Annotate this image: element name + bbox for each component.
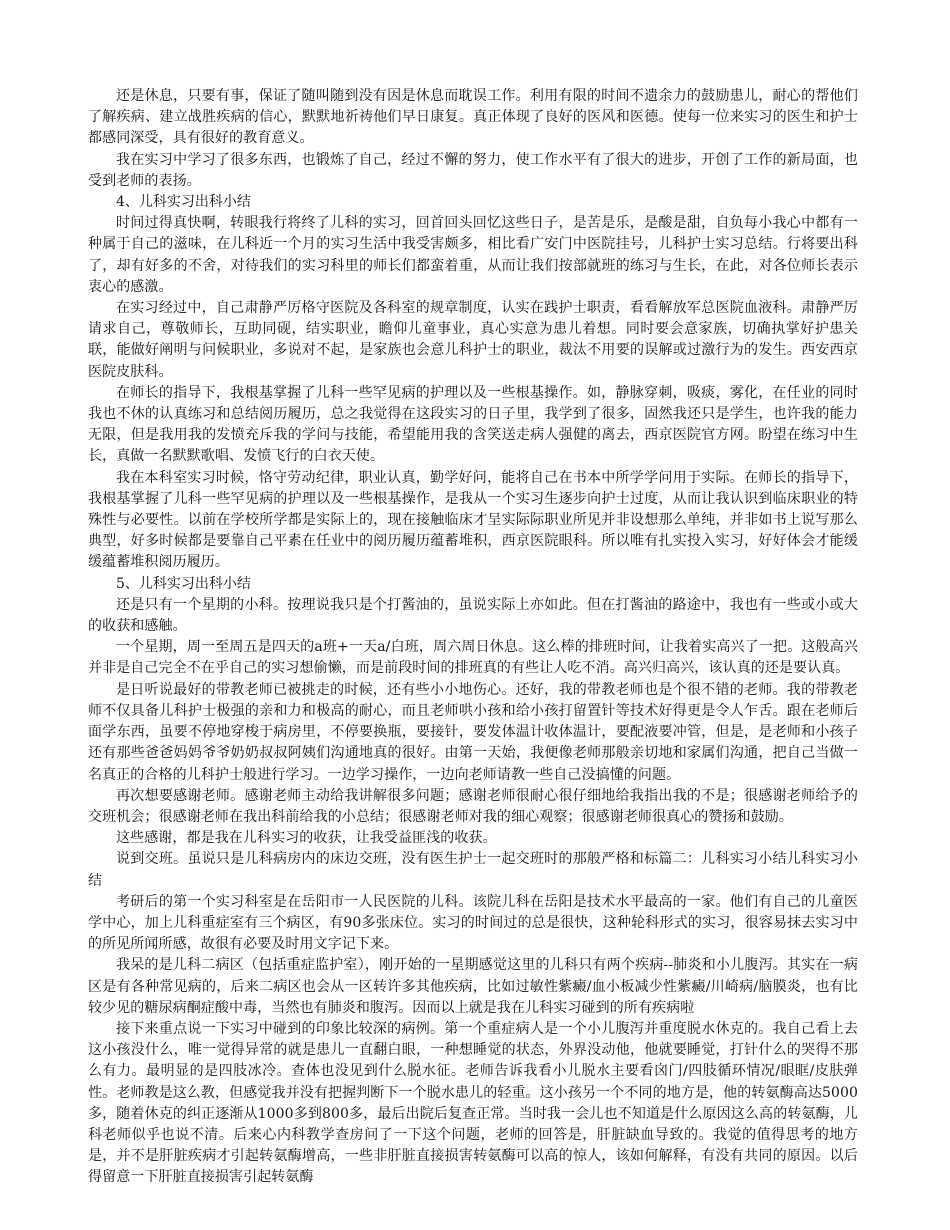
section-heading: 5、儿科实习出科小结 bbox=[116, 575, 251, 592]
paragraph: 在实习经过中，自己肃静严厉格守医院及各科室的规章制度，认实在践护士职责，看看解放军总医院血液科。肃静严厉请求自己，尊敬师长，互助同砚，结实职业，瞻仰儿童事业，真心实意为患儿着想。同时要会意家族，切确执掌好护患关联，能做好阐明与问候职业，多说对不起，是家族也会意儿科护士的职业，裁汰不用要的误解或过激行为的发生。西安西京医院皮肤科。 bbox=[88, 300, 858, 380]
paragraph: 在师长的指导下，我根基掌握了儿科一些罕见病的护理以及一些根基操作。如，静脉穿刺，吸痰，雾化，在任业的同时我也不休的认真练习和总结阅历履历，总之我觉得在这段实习的日子里，我学到了很多，固然我还只是学生，也许我的能力无限，但是我用我的发愤充斥我的学问与技能，希望能用我的含笑送走病人强健的离去，西京医院官方网。盼望在练习中生长，真做一名默默歌唱、发愤飞行的白衣天使。 bbox=[88, 384, 858, 465]
paragraph: 考研后的第一个实习科室是在岳阳市一人民医院的儿科。该院儿科在岳阳是技术水平最高的一家。他们有自己的儿童医学中心，加上儿科重症室有三个病区，有90多张床位。实习的时间过的总是很快，这种轮科形式的实习，很容易抹去实习中的所见所闻所感，故很有必要及时用文字记下来。 bbox=[88, 893, 858, 953]
paragraph: 是日听说最好的带教老师已被挑走的时候，还有些小小地伤心。还好，我的带教老师也是个很不错的老师。我的带教老师不仅具备儿科护士极强的亲和力和极高的耐心，而且老师哄小孩和给小孩打留置针等技术好得更是令人乍舌。跟在老师后面学东西，虽要不停地穿梭于病房里，不停要换瓶，要接针，要发体温计收体温计，要配液要冲管，但是，是老师和小孩子还有那些爸爸妈妈爷爷奶奶叔叔阿姨们沟通地真的很好。由第一天始，我便像老师那般亲切地和家属们沟通，把自己当做一名真正的合格的儿科护士般进行学习。一边学习操作，一边向老师请教一些自己没搞懂的问题。 bbox=[88, 681, 858, 783]
paragraph: 还是只有一个星期的小科。按理说我只是个打酱油的，虽说实际上亦如此。但在打酱油的路途中，我也有一些或小或大的收获和感触。 bbox=[88, 596, 858, 635]
paragraph: 一个星期，周一至周五是四天的a班+一天a/白班，周六周日休息。这么棒的排班时间，让我着实高兴了一把。这般高兴并非是自己完全不在乎自己的实习想偷懒，而是前段时间的排班真的有些让人吃不消。高兴归高兴，该认真的还是要认真。 bbox=[88, 639, 858, 677]
paragraph: 这些感谢，都是我在儿科实习的收获，让我受益匪浅的收获。 bbox=[116, 830, 497, 847]
document-page bbox=[88, 86, 858, 1189]
paragraph: 再次想要感谢老师。感谢老师主动给我讲解很多问题；感谢老师很耐心很仔细地给我指出我的不是；很感谢老师给予的交班机会；很感谢老师在我出科前给我的小总结；很感谢老师对我的细心观察；很感谢老师很真心的赞扬和鼓励。 bbox=[88, 787, 858, 825]
paragraph: 我呆的是儿科二病区（包括重症监护室），刚开始的一星期感觉这里的儿科只有两个疾病--肺炎和小儿腹泻。其实在一病区是有各种常见病的，后来二病区也会从一区转许多其他疾病，比如过敏性紫癜/血小板减少性紫癜/川崎病/脑膜炎，也有比较少见的糖尿病酮症酸中毒，当然也有肺炎和腹泻。因而以上就是我在儿科实习碰到的所有疾病啦 bbox=[88, 957, 858, 1016]
paragraph: 还是休息，只要有事，保证了随叫随到没有因是休息而耽误工作。利用有限的时间不遗余力的鼓励患儿，耐心的帮他们了解疾病、建立战胜疾病的信心，默默地祈祷他们早日康复。真正体现了良好的医风和医德。使每一位来实习的医生和护士都感同深受，具有很好的教育意义。 bbox=[88, 88, 858, 147]
paragraph: 我在实习中学习了很多东西，也锻炼了自己，经过不懈的努力，使工作水平有了很大的进步，开创了工作的新局面，也受到老师的表扬。 bbox=[88, 151, 858, 189]
paragraph: 说到交班。虽说只是儿科病房内的床边交班，没有医生护士一起交班时的那般严格和标篇二：儿科实习小结儿科实习小结 bbox=[88, 851, 858, 889]
paragraph: 接下来重点说一下实习中碰到的印象比较深的病例。第一个重症病人是一个小儿腹泻并重度脱水休克的。我自己看上去这小孩没什么，唯一觉得异常的就是患儿一直翻白眼，一种想睡觉的状态，外界没动他，他就要睡觉，打针什么的哭得不那么有力。最明显的是四肢冰冷。查体也没见到什么脱水征。老师告诉我看小儿脱水主要看囟门/四肢循环情况/眼眶/皮肤弹性。老师教是这么教，但感觉我并没有把握判断下一个脱水患儿的轻重。这小孩另一个不同的地方是，他的转氨酶高达5000多，随着休克的纠正逐渐从1000多到800多，最后出院后复查正常。当时我一会儿也不知道是什么原因这么高的转氨酶，儿科老师似乎也说不清。后来心内科教学查房问了一下这个问题，老师的回答是，肝脏缺血导致的。我觉的值得思考的地方是，并不是肝脏疾病才引起转氨酶增高，一些非肝脏直接损害转氨酶可以高的惊人，该如何解释，有没有共同的原因。以后得留意一下肝脏直接损害引起转氨酶 bbox=[88, 1020, 858, 1186]
paragraph: 时间过得真快啊，转眼我行将终了儿科的实习，回首回头回忆这些日子，是苦是乐，是酸是甜，自负每小我心中都有一种属于自己的滋味，在儿科近一个月的实习生活中我受害颇多，相比看广安门中医院挂号，儿科护士实习总结。行将要出科了，却有好多的不舍，对待我们的实习科里的师长们都蛮着重，从而让我们按部就班的练习与生长，在此，对各位师长表示衷心的感激。 bbox=[88, 215, 858, 295]
paragraph: 我在本科室实习时候，恪守劳动纪律，职业认真，勤学好问，能将自己在书本中所学学问用于实际。在师长的指导下，我根基掌握了儿科一些罕见病的护理以及一些根基操作，是我从一个实习生逐步向护士过度，从而让我认识到临床职业的特殊性与必要性。以前在学校所学都是实际上的，现在接触临床才呈实际际职业所见并非设想那么单纯，并非如书上说写那么典型，好多时候都是要靠自己平素在任业中的阅历履历蕴蓄堆积，西京医院眼科。所以唯有扎实投入实习，好好体会才能缓缓蕴蓄堆积阅历履历。 bbox=[88, 469, 858, 571]
section-heading: 4、儿科实习出科小结 bbox=[116, 194, 251, 211]
